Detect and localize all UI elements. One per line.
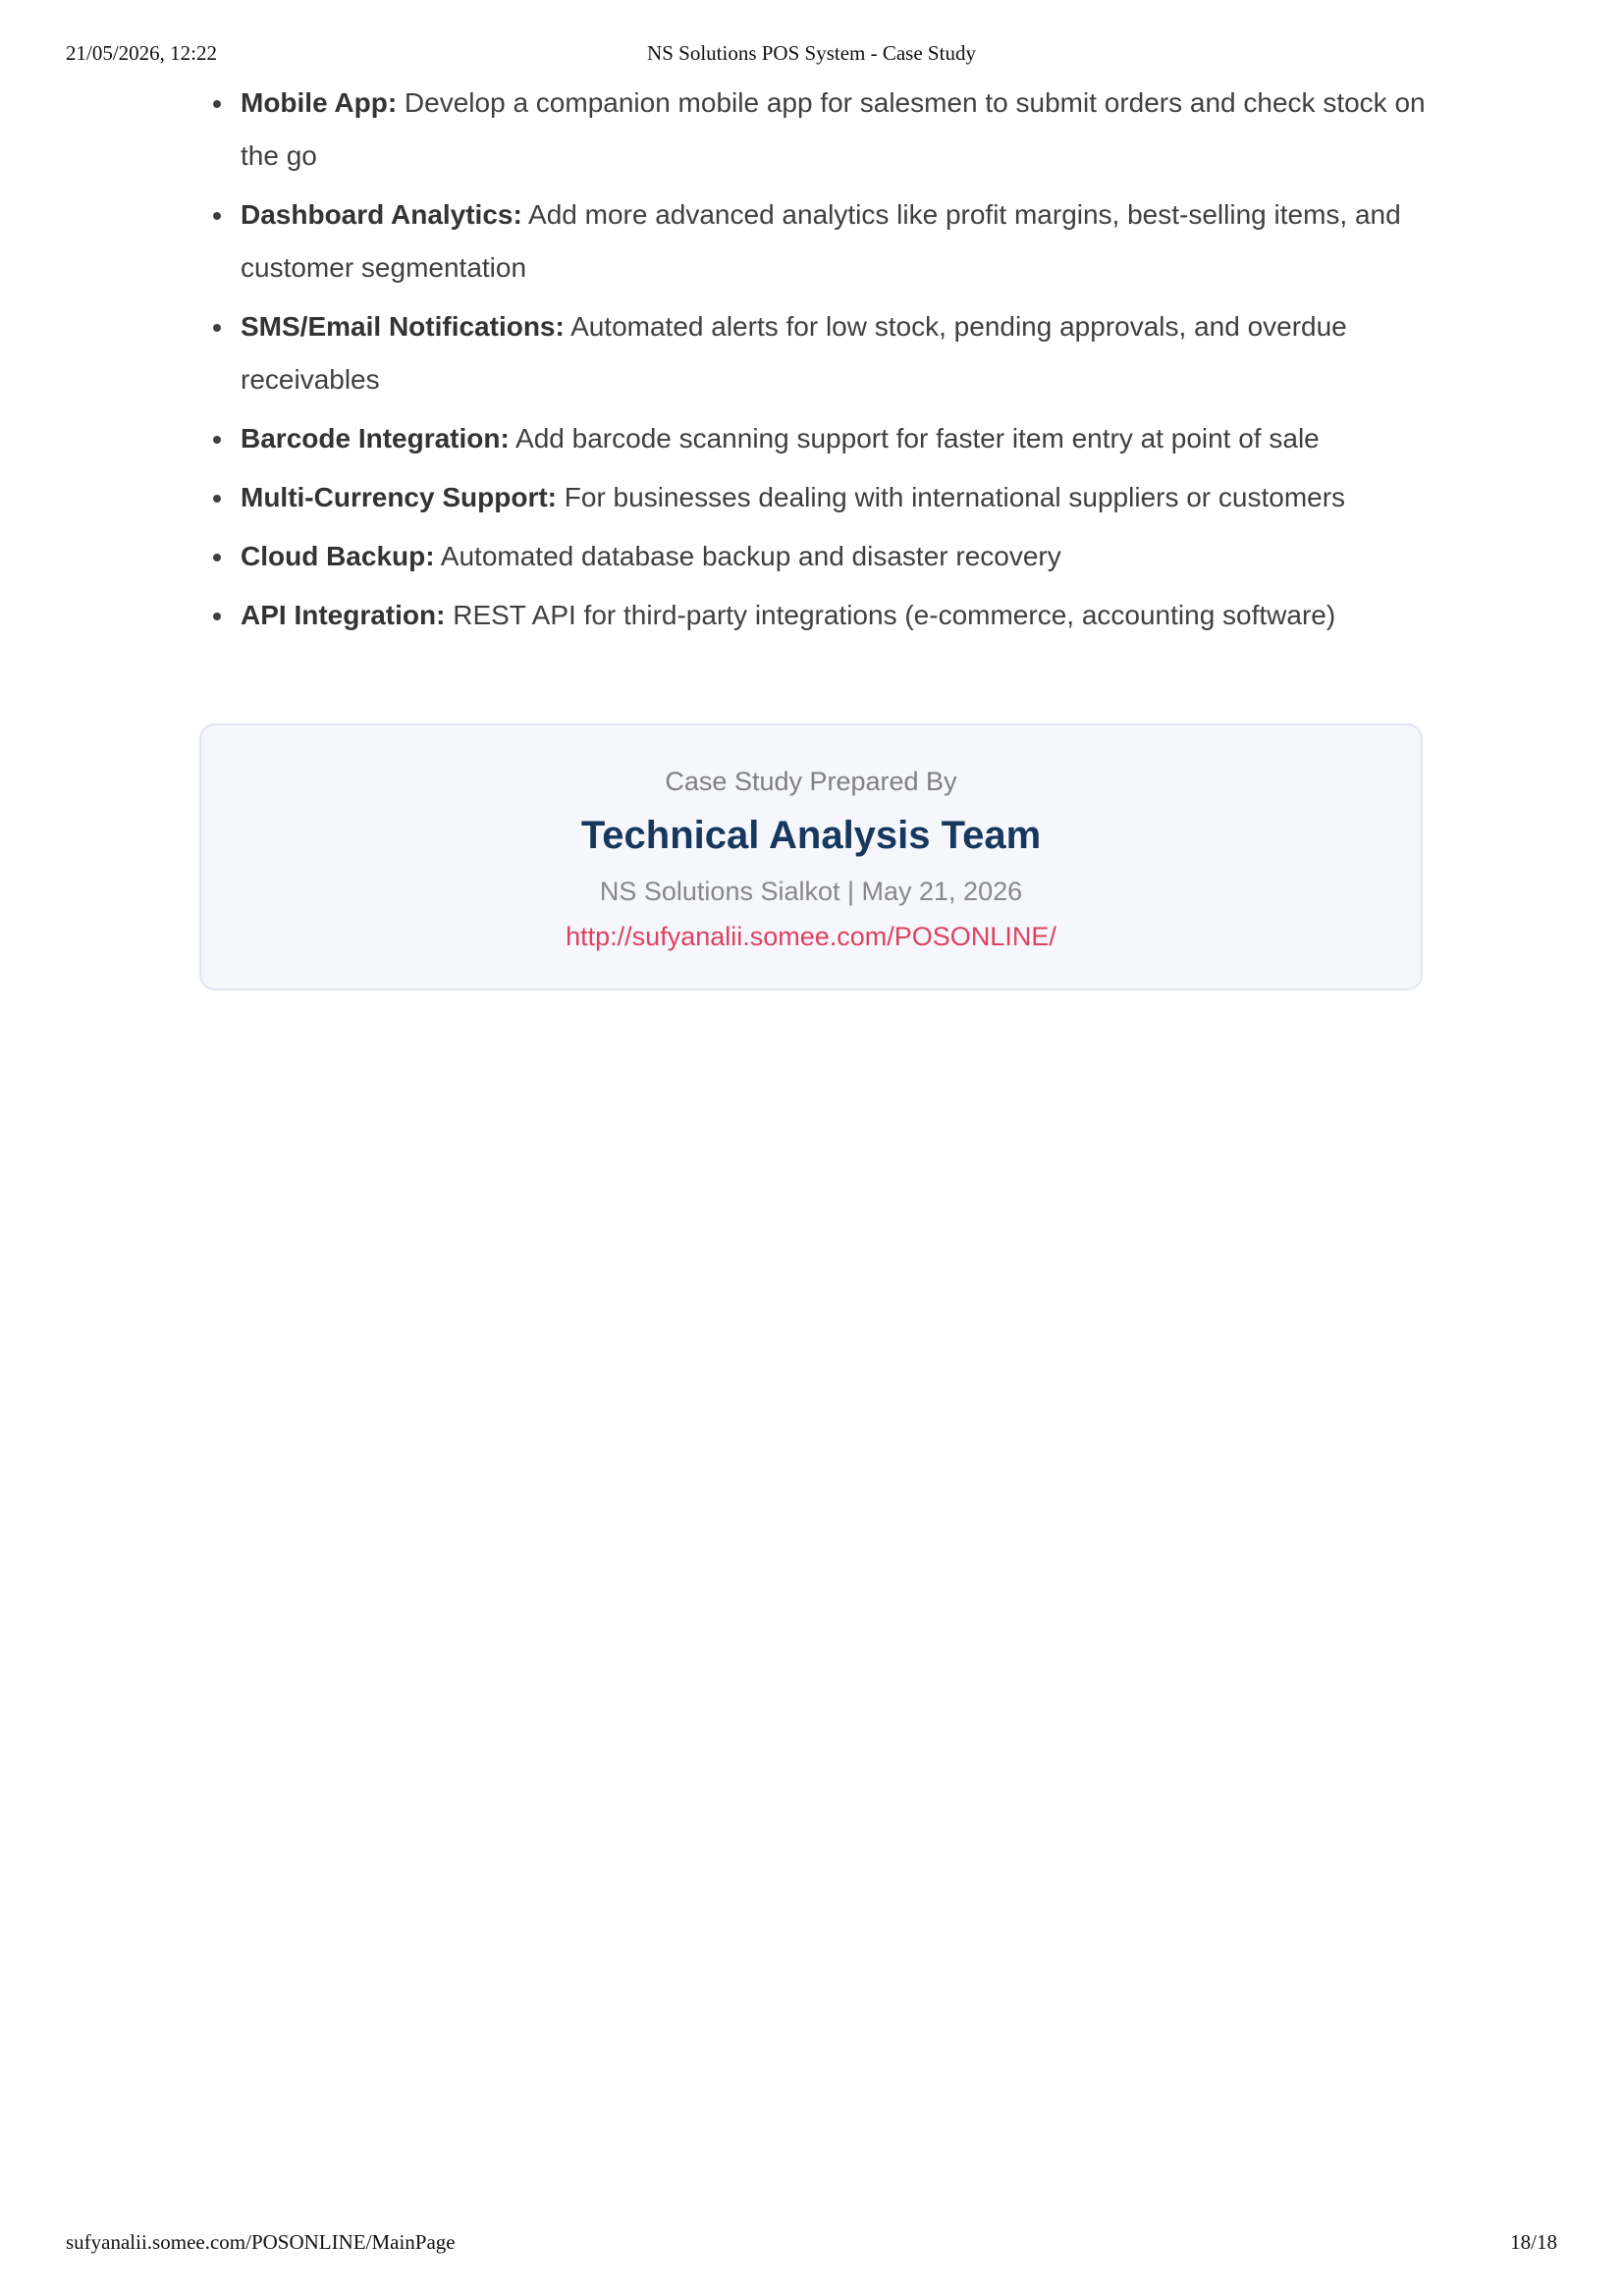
list-item: [241, 589, 1427, 642]
feature-label: SMS/Email Notifications:: [241, 311, 565, 342]
print-document-title: NS Solutions POS System - Case Study: [647, 41, 976, 65]
list-item: [241, 77, 1427, 183]
future-enhancements-section: [199, 77, 1427, 648]
project-url-link[interactable]: http://sufyanalii.somee.com/POSONLINE/: [566, 922, 1056, 951]
credits-label: Case Study Prepared By: [665, 767, 957, 796]
print-footer: [0, 2230, 1623, 2258]
feature-description: Develop a companion mobile app for salesmen to submit orders and check stock on the go: [241, 87, 1426, 171]
feature-label: Cloud Backup:: [241, 541, 435, 571]
list-item: [241, 412, 1427, 465]
feature-description: Add barcode scanning support for faster item entry at point of sale: [509, 423, 1320, 454]
feature-description: REST API for third-party integrations (e-commerce, accounting software): [445, 600, 1336, 630]
feature-list: [199, 77, 1427, 642]
feature-label: Dashboard Analytics:: [241, 199, 522, 230]
feature-label: Mobile App:: [241, 87, 398, 118]
credits-team-name: Technical Analysis Team: [580, 814, 1042, 857]
print-datetime: 21/05/2026, 12:22: [66, 41, 218, 65]
print-header: [0, 41, 1623, 69]
credits-card: [199, 723, 1423, 990]
list-item: [241, 188, 1427, 294]
feature-label: Multi-Currency Support:: [241, 482, 557, 512]
credits-org-date: NS Solutions Sialkot | May 21, 2026: [599, 877, 1023, 906]
list-item: [241, 471, 1427, 524]
print-page-url: sufyanalii.somee.com/POSONLINE/MainPage: [66, 2230, 456, 2254]
feature-description: Add more advanced analytics like profit margins, best-selling items, and customer segmentation: [241, 199, 1401, 283]
feature-description: Automated database backup and disaster recovery: [434, 541, 1061, 571]
feature-label: Barcode Integration:: [241, 423, 510, 454]
feature-description: For businesses dealing with international suppliers or customers: [557, 482, 1346, 512]
feature-label: API Integration:: [241, 600, 446, 630]
list-item: [241, 530, 1427, 583]
print-page-number: 18/18: [1510, 2230, 1557, 2254]
list-item: [241, 300, 1427, 406]
feature-description: Automated alerts for low stock, pending approvals, and overdue receivables: [241, 311, 1347, 395]
